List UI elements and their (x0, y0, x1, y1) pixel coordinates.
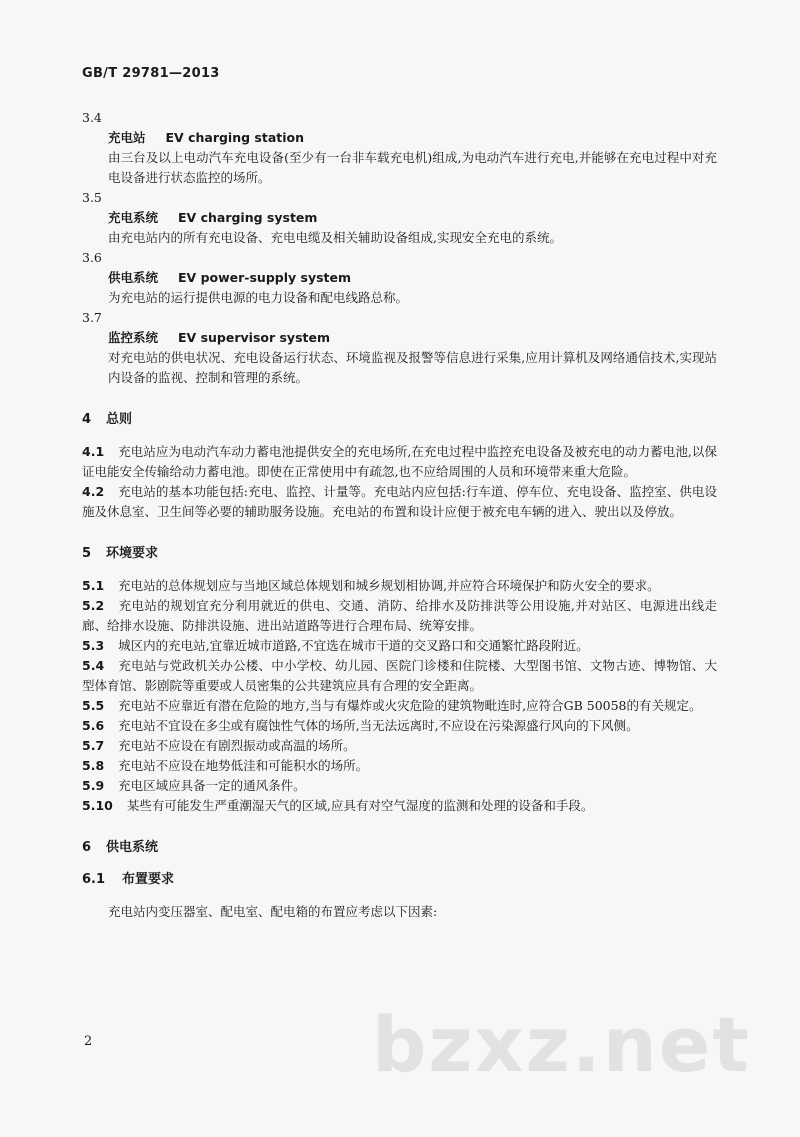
section-number: 5 (82, 546, 92, 561)
term-en: EV charging system (178, 210, 318, 225)
section-heading (82, 544, 717, 564)
term-cn: 充电系统 (108, 210, 159, 225)
section-number: 4 (82, 412, 92, 427)
clause-text: 充电站不应靠近有潜在危险的地方,当与有爆炸或火灾危险的建筑物毗连时,应符合GB 50058的有关规定。 (118, 698, 702, 713)
term-cn: 充电站 (108, 130, 146, 145)
clause (82, 696, 717, 716)
clause-text: 充电站与党政机关办公楼、中小学校、幼儿园、医院门诊楼和住院楼、大型图书馆、文物古迹、博物馆、大型体育馆、影剧院等重要或人员密集的公共建筑应具有合理的安全距离。 (82, 658, 717, 693)
standard-code: GB/T 29781—2013 (82, 66, 220, 81)
subsection-number: 6.1 (82, 872, 106, 887)
term-definition: 由三台及以上电动汽车充电设备(至少有一台非车载充电机)组成,为电动汽车进行充电,并能够在充电过程中对充电设备进行状态监控的场所。 (108, 150, 717, 185)
clause-text: 城区内的充电站,宜靠近城市道路,不宜选在城市干道的交叉路口和交通繁忙路段附近。 (118, 638, 589, 653)
subsection-heading (82, 870, 717, 890)
clause-number: 5.10 (82, 798, 113, 813)
term-number: 3.5 (82, 190, 102, 205)
clause (82, 482, 717, 522)
clause-text: 充电站的总体规划应与当地区域总体规划和城乡规划相协调,并应符合环境保护和防火安全的要求。 (118, 578, 660, 593)
clause-text: 充电站不应设在有剧烈振动或高温的场所。 (118, 738, 356, 753)
clause (82, 576, 717, 596)
clause-number: 5.2 (82, 598, 105, 613)
page-content (82, 108, 717, 922)
term-en: EV supervisor system (178, 330, 330, 345)
section-title: 总则 (106, 412, 133, 427)
clause (82, 442, 717, 482)
clause-number: 5.4 (82, 658, 105, 673)
clause-text: 充电站应为电动汽车动力蓄电池提供安全的充电场所,在充电过程中监控充电设备及被充电的动力蓄电池,以保证电能安全传输给动力蓄电池。即使在正常使用中有疏忽,也不应给周围的人员和环境带来重大危险。 (82, 444, 717, 479)
term-number: 3.4 (82, 110, 102, 125)
clause (82, 596, 717, 636)
term-title (82, 268, 717, 288)
term-definition: 由充电站内的所有充电设备、充电电缆及相关辅助设备组成,实现安全充电的系统。 (108, 230, 562, 245)
clause-number: 5.7 (82, 738, 105, 753)
section-heading (82, 410, 717, 430)
term-cn: 监控系统 (108, 330, 159, 345)
term-title (82, 328, 717, 348)
term-number: 3.6 (82, 250, 102, 265)
subsection-text: 充电站内变压器室、配电室、配电箱的布置应考虑以下因素: (108, 904, 438, 919)
clause-number: 4.1 (82, 444, 105, 459)
clause (82, 736, 717, 756)
watermark: bzxz.net (372, 1000, 751, 1089)
term-definition: 对充电站的供电状况、充电设备运行状态、环境监视及报警等信息进行采集,应用计算机及网络通信技术,实现站内设备的监视、控制和管理的系统。 (108, 350, 717, 385)
clause-number: 5.8 (82, 758, 105, 773)
clause-number: 4.2 (82, 484, 105, 499)
clause (82, 636, 717, 656)
clause (82, 656, 717, 696)
section-title: 环境要求 (106, 546, 159, 561)
clause-text: 充电站的基本功能包括:充电、监控、计量等。充电站内应包括:行车道、停车位、充电设备、监控室、供电设施及休息室、卫生间等必要的辅助服务设施。充电站的布置和设计应便于被充电车辆的进入、驶出以及停放。 (82, 484, 717, 519)
clause (82, 716, 717, 736)
clause-number: 5.3 (82, 638, 105, 653)
clause-text: 充电站不应设在地势低洼和可能积水的场所。 (118, 758, 369, 773)
clause (82, 756, 717, 776)
section-number: 6 (82, 840, 92, 855)
clause-text: 充电站不宜设在多尘或有腐蚀性气体的场所,当无法远离时,不应设在污染源盛行风向的下风侧。 (118, 718, 639, 733)
term-title (82, 208, 717, 228)
clause-number: 5.1 (82, 578, 105, 593)
clause-number: 5.6 (82, 718, 105, 733)
clause-number: 5.5 (82, 698, 105, 713)
term-definition: 为充电站的运行提供电源的电力设备和配电线路总称。 (108, 290, 409, 305)
term-number: 3.7 (82, 310, 102, 325)
clause-text: 某些有可能发生严重潮湿天气的区域,应具有对空气湿度的监测和处理的设备和手段。 (126, 798, 594, 813)
clause-text: 充电站的规划宜充分利用就近的供电、交通、消防、给排水及防排洪等公用设施,并对站区、电源进出线走廊、给排水设施、防排洪设施、进出站道路等进行合理布局、统筹安排。 (82, 598, 717, 633)
term-title (82, 128, 717, 148)
term-cn: 供电系统 (108, 270, 159, 285)
section-title: 供电系统 (106, 840, 159, 855)
term-en: EV charging station (165, 130, 305, 145)
clause-number: 5.9 (82, 778, 105, 793)
clause (82, 776, 717, 796)
clause (82, 796, 717, 816)
subsection-title: 布置要求 (122, 872, 175, 887)
term-en: EV power-supply system (178, 270, 352, 285)
section-heading (82, 838, 717, 858)
clause-text: 充电区域应具备一定的通风条件。 (118, 778, 306, 793)
page-number: 2 (84, 1034, 93, 1049)
